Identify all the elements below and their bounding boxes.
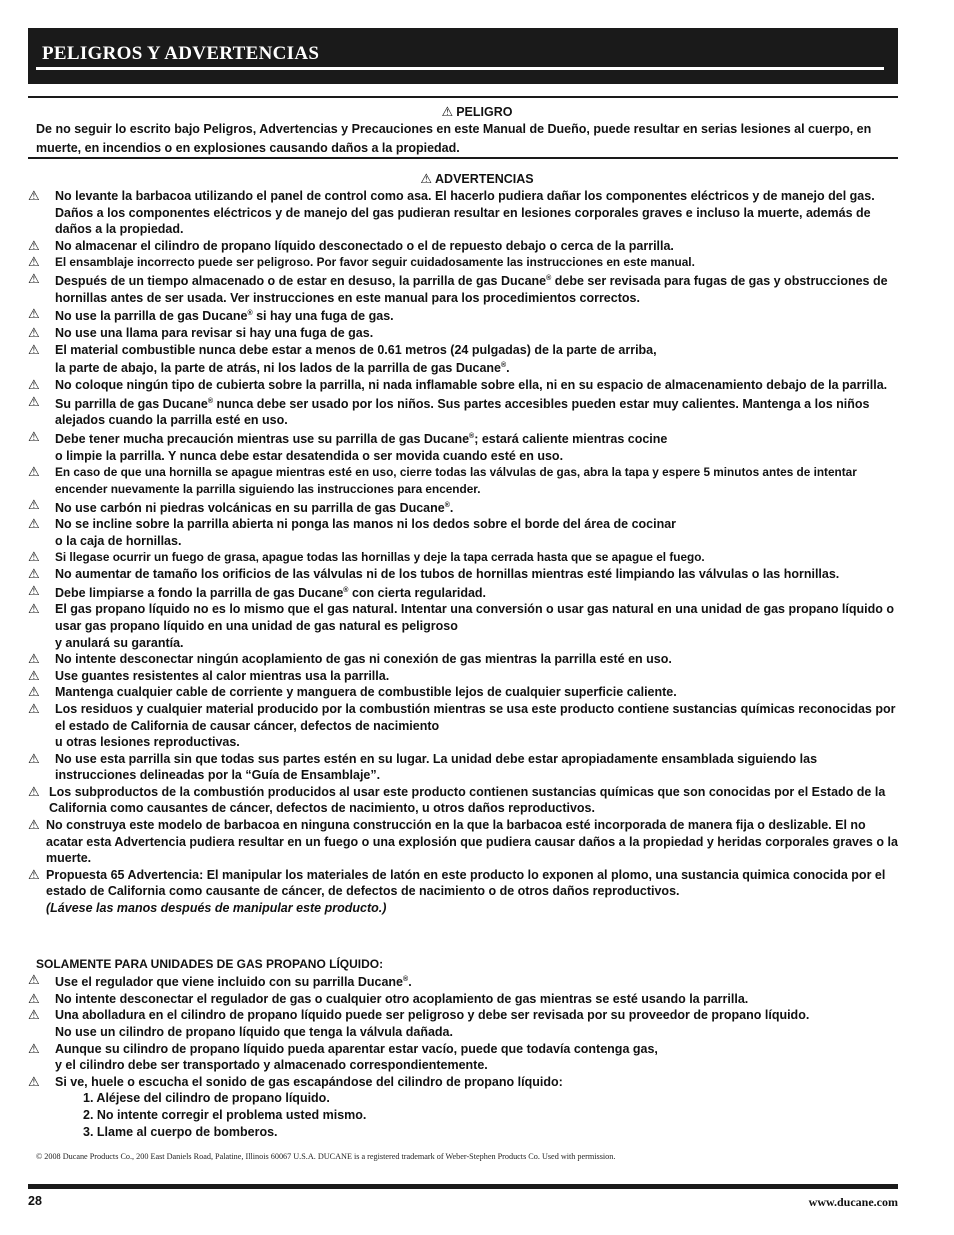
list-item: ⚠ No use esta parrilla sin que todas sus partes estén en su lugar. La unidad debe estar apropiadamente ensamblada siguiendo las instrucciones delineadas por la “Guía de Ensamblaje”.	[28, 750, 818, 783]
list-item: ⚠ No aumentar de tamaño los orificios de las válvulas ni de los tubos de hornillas mientras esté limpiando las válvulas o las hornillas.	[28, 566, 840, 581]
list-item: ⚠ No coloque ningún tipo de cubierta sobre la parrilla, ni nada inflamable sobre ella, ni en su espacio de almacenamiento debajo de la parrilla.	[28, 377, 888, 392]
warning-triangle-icon: ⚠	[28, 188, 40, 203]
list-item: ⚠ Si llegase ocurrir un fuego de grasa, apague todas las hornillas y deje la tapa cerrada hasta que se apague el fuego.	[28, 549, 705, 565]
warning-triangle-icon: ⚠	[28, 750, 40, 766]
list-item: ⚠ No almacenar el cilindro de propano líquido desconectado o el de repuesto debajo o cerca de la parrilla.	[28, 237, 674, 253]
page-title: PELIGROS Y ADVERTENCIAS	[42, 43, 320, 64]
header-rule	[36, 67, 884, 70]
page-number: 28	[28, 1194, 42, 1208]
list-item: ⚠ El ensamblaje incorrecto puede ser peligroso. Por favor seguir cuidadosamente las instrucciones en este manual.	[28, 254, 695, 270]
warning-triangle-icon: ⚠	[28, 601, 40, 617]
warnings-heading: ⚠ ADVERTENCIAS	[420, 171, 534, 186]
list-item: ⚠ Si ve, huele o escucha el sonido de gas escapándose del cilindro de propano líquido:	[28, 1073, 563, 1089]
website-url: www.ducane.com	[808, 1195, 898, 1209]
warning-triangle-icon: ⚠	[28, 306, 40, 322]
warning-triangle-icon: ⚠	[28, 325, 40, 341]
list-item: ⚠ El gas propano líquido no es lo mismo que el gas natural. Intentar una conversión o usar gas natural en una unidad de gas propano líquido o usar gas propano líquido en una unidad de gas natural es peligroso y anulará su garantía.	[28, 601, 895, 650]
list-item: ⚠ Debe limpiarse a fondo la parrilla de gas Ducane® con cierta regularidad.	[28, 582, 487, 600]
divider	[28, 96, 898, 98]
list-item: ⚠ No use carbón ni piedras volcánicas en su parrilla de gas Ducane®.	[28, 497, 454, 515]
warning-triangle-icon: ⚠	[28, 237, 40, 253]
list-item: ⚠ No use la parrilla de gas Ducane® si hay una fuga de gas.	[28, 306, 394, 324]
warning-triangle-icon: ⚠	[28, 516, 40, 532]
warning-triangle-icon: ⚠	[28, 866, 40, 882]
lp-list	[28, 972, 900, 1141]
warning-triangle-icon: ⚠	[28, 549, 40, 565]
list-item: ⚠ Una abolladura en el cilindro de propano líquido puede ser peligroso y debe ser revisada por su proveedor de propano líquido. No use un cilindro de propano líquido que tenga la válvula dañada.	[28, 1007, 810, 1039]
warning-triangle-icon: ⚠	[28, 464, 40, 480]
warning-triangle-icon: ⚠	[28, 377, 40, 392]
list-item: ⚠ No intente desconectar ningún acoplamiento de gas ni conexión de gas mientras la parrilla esté en uso.	[28, 651, 672, 667]
warning-triangle-icon: ⚠	[28, 497, 40, 513]
warning-triangle-icon: ⚠	[441, 104, 454, 119]
warning-triangle-icon: ⚠	[28, 783, 40, 799]
list-item: ⚠ Los residuos y cualquier material producido por la combustión mientras se usa este producto contiene sustancias químicas reconocidas por el estado de California de causar cáncer, defectos de nacimiento u otras lesiones reproductivas.	[28, 700, 896, 750]
lp-heading: SOLAMENTE PARA UNIDADES DE GAS PROPANO LÍQUIDO:	[36, 957, 384, 971]
step-item: 2. No intente corregir el problema usted mismo.	[83, 1108, 367, 1123]
list-item: ⚠ No intente desconectar el regulador de gas o cualquier otro acoplamiento de gas mientras se esté usando la parrilla.	[28, 990, 749, 1006]
warning-triangle-icon: ⚠	[28, 1040, 40, 1056]
warning-triangle-icon: ⚠	[28, 700, 40, 716]
list-item: ⚠ Después de un tiempo almacenado o de estar en desuso, la parrilla de gas Ducane® debe ser revisada para fugas de gas y obstrucciones de hornillas antes de ser usada. Ver instrucciones en este manual para los procedimientos correctos.	[28, 270, 888, 305]
warning-triangle-icon: ⚠	[28, 972, 40, 987]
list-item: ⚠ No levante la barbacoa utilizando el panel de control como asa. El hacerlo pudiera dañar los componentes eléctricos y de manejo del gas. Daños a los componentes eléctricos y de manejo del gas pudieran resultar en lesiones corporales graves e incluso la muerte, además de daños a la propiedad.	[28, 188, 875, 237]
footer-rule	[28, 1184, 898, 1189]
list-item: ⚠ No construya este modelo de barbacoa en ninguna construcción en la que la barbacoa esté incorporada de manera fija o deslizable. El no acatar esta Advertencia pudiera resultar en un fuego o una explosión que pudiera causar daños a la propiedad y heridas corporales graves o la muerte.	[28, 817, 898, 866]
copyright-notice: © 2008 Ducane Products Co., 200 East Daniels Road, Palatine, Illinois 60067 U.S.A. DUCANE is a registered trademark of Weber-Stephen Products Co. Used with permission.	[36, 1152, 616, 1161]
divider	[28, 157, 898, 159]
list-item: ⚠ Use el regulador que viene incluido con su parrilla Ducane®.	[28, 972, 412, 990]
warning-triangle-icon: ⚠	[28, 582, 40, 598]
warning-triangle-icon: ⚠	[28, 684, 40, 700]
step-item: 3. Llame al cuerpo de bomberos.	[83, 1125, 278, 1140]
warning-triangle-icon: ⚠	[28, 1073, 40, 1089]
step-item: 1. Aléjese del cilindro de propano líquido.	[83, 1091, 330, 1106]
list-item: ⚠ Mantenga cualquier cable de corriente y manguera de combustible lejos de cualquier superficie caliente.	[28, 684, 677, 700]
warning-triangle-icon: ⚠	[28, 393, 40, 409]
warning-triangle-icon: ⚠	[28, 566, 40, 581]
warning-triangle-icon: ⚠	[28, 270, 40, 286]
danger-text: De no seguir lo escrito bajo Peligros, Advertencias y Precauciones en este Manual de Dueño, puede resultar en serias lesiones al cuerpo, en muerte, en incendios o en explosiones causando daños a la propiedad.	[36, 122, 872, 155]
list-item: ⚠ En caso de que una hornilla se apague mientras esté en uso, cierre todas las válvulas de gas, abra la tapa y espere 5 minutos antes de intentar encender nuevamente la parrilla siguiendo las instrucciones para encender.	[28, 464, 857, 496]
warning-triangle-icon: ⚠	[28, 651, 40, 667]
list-item: ⚠ Debe tener mucha precaución mientras use su parrilla de gas Ducane®; estará caliente mientras cocine o limpie la parrilla. Y nunca debe estar desatendida o ser movida cuando esté en uso.	[28, 428, 668, 463]
warning-triangle-icon: ⚠	[28, 1007, 40, 1023]
warning-triangle-icon: ⚠	[28, 254, 40, 270]
warning-triangle-icon: ⚠	[28, 667, 40, 683]
steps-list	[28, 1090, 900, 1141]
list-item: ⚠ El material combustible nunca debe estar a menos de 0.61 metros (24 pulgadas) de la parte de arriba, la parte de abajo, la parte de atrás, ni los lados de la parrilla de gas Ducane®.	[28, 341, 657, 376]
list-item: ⚠ Propuesta 65 Advertencia: El manipular los materiales de latón en este producto lo exponen al plomo, una sustancia quimica conocida por el estado de California como causante de cáncer, de defectos de nacimiento o de otros daños reproductivos. (Lávese las manos después de manipular este producto.)	[28, 866, 886, 916]
warnings-list	[28, 188, 900, 917]
section-header	[28, 28, 898, 84]
list-item: ⚠ Los subproductos de la combustión producidos al usar este producto contienen sustancias químicas que son conocidas por el Estado de la California como causantes de cáncer, defectos de nacimiento, u otros daños reproductivos.	[28, 783, 886, 816]
list-item: ⚠ No use una llama para revisar si hay una fuga de gas.	[28, 325, 374, 341]
warning-triangle-icon: ⚠	[28, 817, 40, 833]
list-item: ⚠ Use guantes resistentes al calor mientras usa la parrilla.	[28, 667, 390, 683]
danger-heading: ⚠ PELIGRO	[441, 104, 513, 119]
warning-triangle-icon: ⚠	[28, 428, 40, 444]
warning-triangle-icon: ⚠	[28, 990, 40, 1006]
list-item: ⚠ Su parrilla de gas Ducane® nunca debe ser usado por los niños. Sus partes accesibles pueden estar muy calientes. Mantenga a los niños alejados cuando la parrilla esté en uso.	[28, 393, 870, 428]
list-item: ⚠ Aunque su cilindro de propano líquido pueda aparentar estar vacío, puede que todavía contenga gas, y el cilindro debe ser transportado y almacenado correspondientemente.	[28, 1040, 658, 1073]
warning-triangle-icon: ⚠	[420, 171, 433, 186]
list-item: ⚠ No se incline sobre la parrilla abierta ni ponga las manos ni los dedos sobre el borde del área de cocinar o la caja de hornillas.	[28, 516, 677, 548]
warning-triangle-icon: ⚠	[28, 341, 40, 357]
